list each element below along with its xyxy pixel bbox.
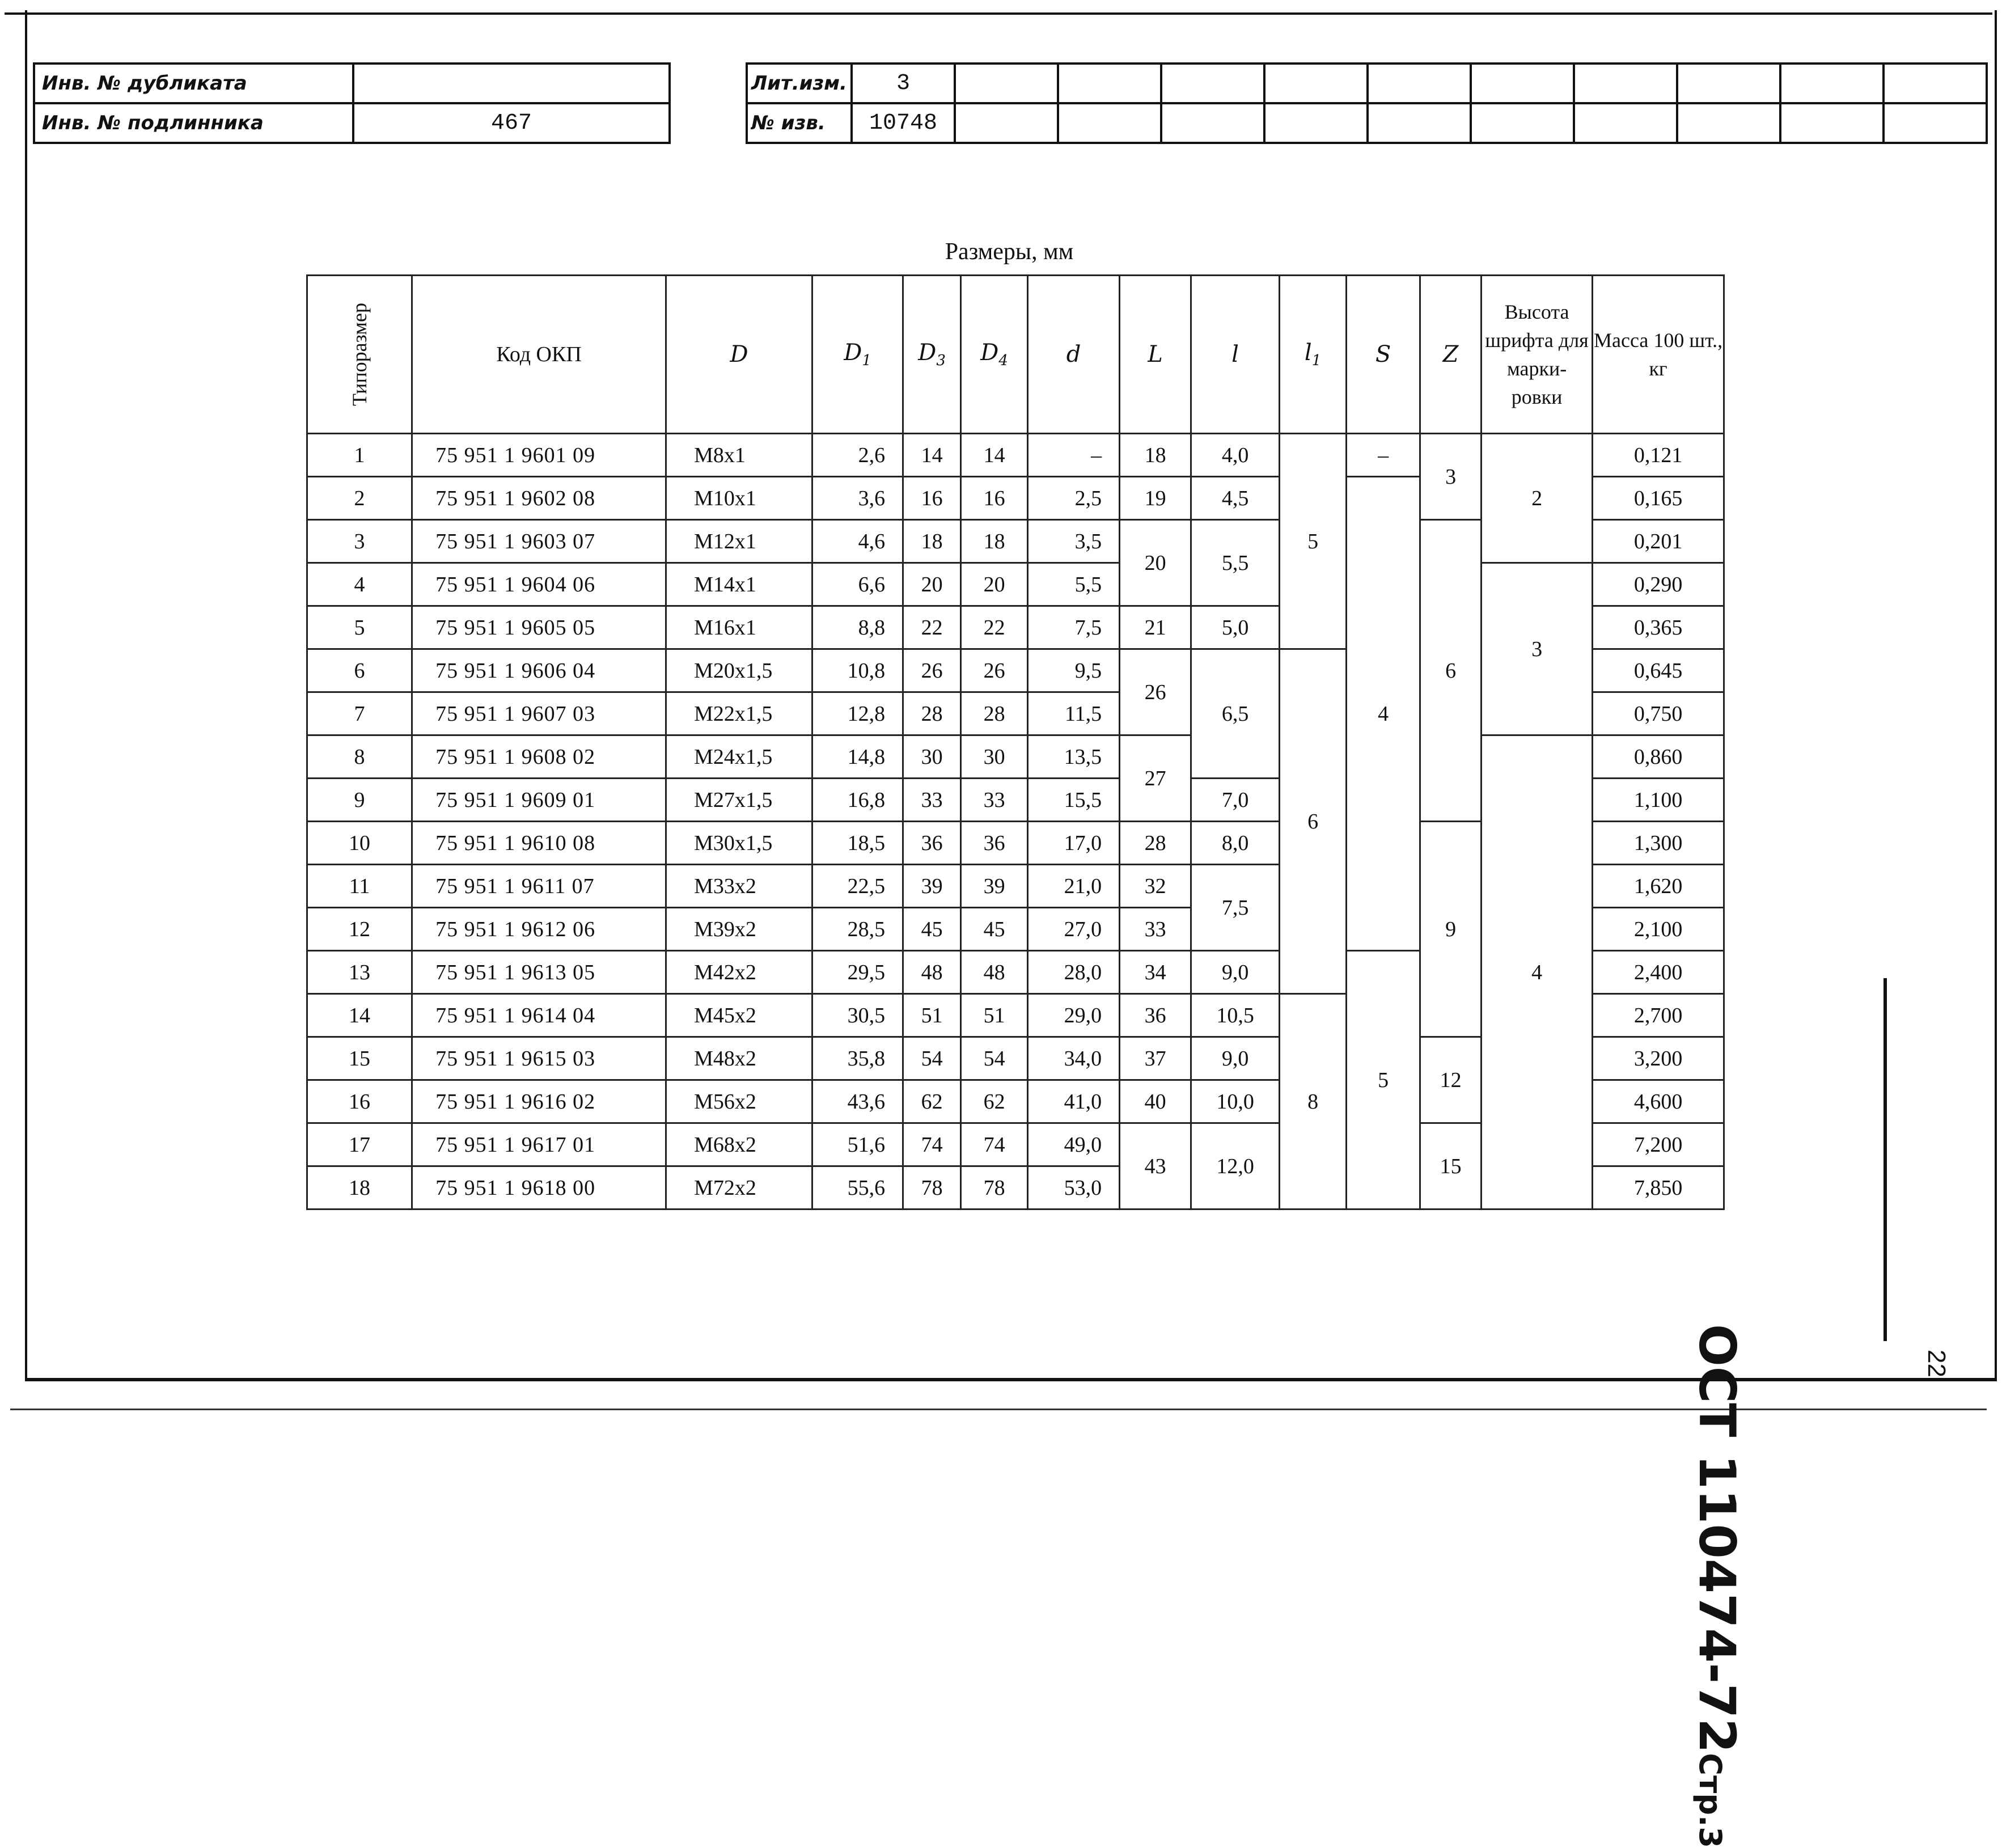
header-L: L xyxy=(1120,276,1191,434)
cell-kod: 75 951 1 9609 01 xyxy=(412,779,666,822)
cell-D4: 39 xyxy=(961,865,1028,908)
cell-mass: 1,620 xyxy=(1593,865,1724,908)
page-label: Стр.3 xyxy=(1692,1753,1728,1848)
cell-D1: 51,6 xyxy=(812,1123,903,1166)
cell-L: 18 xyxy=(1120,434,1191,477)
cell-n: 7 xyxy=(307,692,412,735)
cell-D3: 51 xyxy=(903,994,961,1037)
header-D1: $D_1$ xyxy=(812,276,903,434)
izv-label: № изв. xyxy=(747,103,852,143)
cell-d: 28,0 xyxy=(1028,951,1120,994)
rev-cell xyxy=(1264,64,1368,103)
cell-D: M8x1 xyxy=(666,434,812,477)
table-row xyxy=(307,434,1724,477)
cell-Z-merged: 6 xyxy=(1420,520,1482,822)
cell-kod: 75 951 1 9616 02 xyxy=(412,1080,666,1123)
cell-D1: 55,6 xyxy=(812,1166,903,1210)
cell-kod: 75 951 1 9608 02 xyxy=(412,735,666,779)
rev-cell xyxy=(955,103,1058,143)
cell-d: 29,0 xyxy=(1028,994,1120,1037)
header-mass: Масса 100 шт., кг xyxy=(1593,276,1724,434)
cell-kod: 75 951 1 9601 09 xyxy=(412,434,666,477)
cell-D1: 16,8 xyxy=(812,779,903,822)
standard-designation xyxy=(1688,1324,1746,1848)
cell-D3: 39 xyxy=(903,865,961,908)
cell-D1: 18,5 xyxy=(812,822,903,865)
rev-cell xyxy=(1264,103,1368,143)
ost-underline xyxy=(1884,978,1887,1341)
cell-D3: 62 xyxy=(903,1080,961,1123)
rev-cell xyxy=(1471,64,1574,103)
cell-Z-merged: 9 xyxy=(1420,822,1482,1037)
rev-cell xyxy=(1574,64,1677,103)
cell-Z-merged: 3 xyxy=(1420,434,1482,520)
cell-L: 21 xyxy=(1120,606,1191,649)
cell-n: 9 xyxy=(307,779,412,822)
cell-D: M22x1,5 xyxy=(666,692,812,735)
cell-n: 1 xyxy=(307,434,412,477)
cell-L-merged: 20 xyxy=(1120,520,1191,606)
rev-cell xyxy=(1780,64,1884,103)
cell-d: 15,5 xyxy=(1028,779,1120,822)
cell-D1: 12,8 xyxy=(812,692,903,735)
cell-l: 5,0 xyxy=(1191,606,1280,649)
cell-D: M27x1,5 xyxy=(666,779,812,822)
cell-d: 53,0 xyxy=(1028,1166,1120,1210)
cell-mass: 0,645 xyxy=(1593,649,1724,692)
cell-D4: 28 xyxy=(961,692,1028,735)
cell-mass: 2,400 xyxy=(1593,951,1724,994)
cell-L: 28 xyxy=(1120,822,1191,865)
rev-cell xyxy=(1058,64,1161,103)
cell-l: 10,0 xyxy=(1191,1080,1280,1123)
rev-cell xyxy=(1574,103,1677,143)
cell-n: 2 xyxy=(307,477,412,520)
cell-d: 13,5 xyxy=(1028,735,1120,779)
cell-kod: 75 951 1 9612 06 xyxy=(412,908,666,951)
cell-n: 5 xyxy=(307,606,412,649)
cell-D4: 33 xyxy=(961,779,1028,822)
cell-D: M24x1,5 xyxy=(666,735,812,779)
cell-l-merged: 12,0 xyxy=(1191,1123,1280,1210)
cell-D: M20x1,5 xyxy=(666,649,812,692)
cell-mass: 2,700 xyxy=(1593,994,1724,1037)
rev-cell xyxy=(1884,103,1987,143)
rev-cell xyxy=(1368,64,1471,103)
cell-D1: 4,6 xyxy=(812,520,903,563)
cell-kod: 75 951 1 9604 06 xyxy=(412,563,666,606)
header-l1: $l_1$ xyxy=(1280,276,1347,434)
header-Z: Z xyxy=(1420,276,1482,434)
rev-cell xyxy=(1058,103,1161,143)
cell-D3: 16 xyxy=(903,477,961,520)
cell-S-merged: 4 xyxy=(1347,477,1420,951)
header-l: l xyxy=(1191,276,1280,434)
inventory-stamp xyxy=(33,62,671,144)
cell-l-merged: 7,5 xyxy=(1191,865,1280,951)
cell-D4: 26 xyxy=(961,649,1028,692)
cell-d: 41,0 xyxy=(1028,1080,1120,1123)
cell-mass: 0,290 xyxy=(1593,563,1724,606)
revision-stamp xyxy=(746,62,1988,144)
cell-Z-merged: 15 xyxy=(1420,1123,1482,1210)
cell-D: M45x2 xyxy=(666,994,812,1037)
cell-S-merged: 5 xyxy=(1347,951,1420,1210)
cell-kod: 75 951 1 9614 04 xyxy=(412,994,666,1037)
cell-mass: 7,850 xyxy=(1593,1166,1724,1210)
cell-D3: 20 xyxy=(903,563,961,606)
cell-font-merged: 3 xyxy=(1482,563,1593,735)
cell-l-merged: 5,5 xyxy=(1191,520,1280,606)
table-caption: Размеры, мм xyxy=(945,239,1074,265)
header-D3: $D_3$ xyxy=(903,276,961,434)
cell-n: 13 xyxy=(307,951,412,994)
cell-D3: 48 xyxy=(903,951,961,994)
izv-value: 10748 xyxy=(852,103,955,143)
cell-mass: 0,365 xyxy=(1593,606,1724,649)
cell-d: 17,0 xyxy=(1028,822,1120,865)
cell-n: 10 xyxy=(307,822,412,865)
cell-D4: 51 xyxy=(961,994,1028,1037)
cell-D4: 16 xyxy=(961,477,1028,520)
dup-label: Инв. № дубликата xyxy=(34,64,353,103)
cell-d: 27,0 xyxy=(1028,908,1120,951)
cell-D4: 54 xyxy=(961,1037,1028,1080)
cell-D: M48x2 xyxy=(666,1037,812,1080)
cell-D: M14x1 xyxy=(666,563,812,606)
cell-kod: 75 951 1 9611 07 xyxy=(412,865,666,908)
cell-D4: 18 xyxy=(961,520,1028,563)
cell-D3: 54 xyxy=(903,1037,961,1080)
cell-D1: 2,6 xyxy=(812,434,903,477)
cell-D1: 29,5 xyxy=(812,951,903,994)
cell-l1-merged: 5 xyxy=(1280,434,1347,649)
cell-L: 33 xyxy=(1120,908,1191,951)
cell-d: 49,0 xyxy=(1028,1123,1120,1166)
cell-D3: 22 xyxy=(903,606,961,649)
cell-D4: 14 xyxy=(961,434,1028,477)
cell-d: 3,5 xyxy=(1028,520,1120,563)
cell-n: 17 xyxy=(307,1123,412,1166)
cell-font-merged: 4 xyxy=(1482,735,1593,1210)
cell-D1: 6,6 xyxy=(812,563,903,606)
header-D4: $D_4$ xyxy=(961,276,1028,434)
cell-D3: 28 xyxy=(903,692,961,735)
cell-D3: 36 xyxy=(903,822,961,865)
cell-D4: 45 xyxy=(961,908,1028,951)
cell-kod: 75 951 1 9610 08 xyxy=(412,822,666,865)
cell-L: 40 xyxy=(1120,1080,1191,1123)
cell-D3: 33 xyxy=(903,779,961,822)
cell-D4: 78 xyxy=(961,1166,1028,1210)
header-tiporazmer: Типоразмер xyxy=(307,276,412,434)
cell-S: – xyxy=(1347,434,1420,477)
table-row xyxy=(307,735,1724,779)
cell-mass: 0,165 xyxy=(1593,477,1724,520)
cell-mass: 0,860 xyxy=(1593,735,1724,779)
cell-L-merged: 43 xyxy=(1120,1123,1191,1210)
cell-D: M33x2 xyxy=(666,865,812,908)
cell-l: 9,0 xyxy=(1191,1037,1280,1080)
table-row xyxy=(307,563,1724,606)
cell-D4: 30 xyxy=(961,735,1028,779)
cell-D3: 78 xyxy=(903,1166,961,1210)
cell-mass: 7,200 xyxy=(1593,1123,1724,1166)
cell-n: 16 xyxy=(307,1080,412,1123)
cell-font-merged: 2 xyxy=(1482,434,1593,563)
lit-label: Лит.изм. xyxy=(747,64,852,103)
cell-D: M39x2 xyxy=(666,908,812,951)
cell-L: 37 xyxy=(1120,1037,1191,1080)
cell-n: 11 xyxy=(307,865,412,908)
cell-d: 7,5 xyxy=(1028,606,1120,649)
cell-d: 9,5 xyxy=(1028,649,1120,692)
cell-kod: 75 951 1 9615 03 xyxy=(412,1037,666,1080)
cell-kod: 75 951 1 9607 03 xyxy=(412,692,666,735)
cell-D: M72x2 xyxy=(666,1166,812,1210)
cell-l-merged: 6,5 xyxy=(1191,649,1280,779)
ost-number: ОСТ 110474-72 xyxy=(1688,1324,1746,1753)
cell-n: 12 xyxy=(307,908,412,951)
cell-d: – xyxy=(1028,434,1120,477)
cell-D3: 74 xyxy=(903,1123,961,1166)
cell-D1: 8,8 xyxy=(812,606,903,649)
cell-L-merged: 26 xyxy=(1120,649,1191,735)
lit-value: 3 xyxy=(852,64,955,103)
dimensions-table xyxy=(306,274,1725,1210)
cell-mass: 0,750 xyxy=(1593,692,1724,735)
cell-D4: 62 xyxy=(961,1080,1028,1123)
cell-L: 32 xyxy=(1120,865,1191,908)
cell-l: 10,5 xyxy=(1191,994,1280,1037)
cell-l: 8,0 xyxy=(1191,822,1280,865)
cell-D: M30x1,5 xyxy=(666,822,812,865)
cell-n: 6 xyxy=(307,649,412,692)
cell-L: 19 xyxy=(1120,477,1191,520)
header-d: d xyxy=(1028,276,1120,434)
cell-D: M42x2 xyxy=(666,951,812,994)
cell-mass: 3,200 xyxy=(1593,1037,1724,1080)
cell-kod: 75 951 1 9602 08 xyxy=(412,477,666,520)
cell-D3: 26 xyxy=(903,649,961,692)
rev-cell xyxy=(955,64,1058,103)
dup-value xyxy=(353,64,670,103)
cell-d: 2,5 xyxy=(1028,477,1120,520)
cell-kod: 75 951 1 9617 01 xyxy=(412,1123,666,1166)
sheet-number: 22 xyxy=(1923,1350,1950,1377)
rev-cell xyxy=(1161,64,1264,103)
cell-D: M10x1 xyxy=(666,477,812,520)
cell-l1-merged: 8 xyxy=(1280,994,1347,1210)
cell-D1: 22,5 xyxy=(812,865,903,908)
cell-L-merged: 27 xyxy=(1120,735,1191,822)
rev-cell xyxy=(1161,103,1264,143)
cell-l1-merged: 6 xyxy=(1280,649,1347,994)
cell-D4: 36 xyxy=(961,822,1028,865)
cell-kod: 75 951 1 9605 05 xyxy=(412,606,666,649)
cell-d: 21,0 xyxy=(1028,865,1120,908)
orig-value: 467 xyxy=(353,103,670,143)
cell-kod: 75 951 1 9603 07 xyxy=(412,520,666,563)
cell-n: 4 xyxy=(307,563,412,606)
cell-d: 11,5 xyxy=(1028,692,1120,735)
cell-D3: 30 xyxy=(903,735,961,779)
cell-l: 4,0 xyxy=(1191,434,1280,477)
rev-cell xyxy=(1677,103,1780,143)
rev-cell xyxy=(1471,103,1574,143)
header-D: D xyxy=(666,276,812,434)
cell-D3: 14 xyxy=(903,434,961,477)
cell-n: 14 xyxy=(307,994,412,1037)
cell-n: 3 xyxy=(307,520,412,563)
rev-cell xyxy=(1368,103,1471,143)
cell-D1: 28,5 xyxy=(812,908,903,951)
cell-D1: 35,8 xyxy=(812,1037,903,1080)
cell-D1: 10,8 xyxy=(812,649,903,692)
cell-D4: 20 xyxy=(961,563,1028,606)
cell-D1: 30,5 xyxy=(812,994,903,1037)
cell-l: 9,0 xyxy=(1191,951,1280,994)
cell-d: 34,0 xyxy=(1028,1037,1120,1080)
cell-L: 36 xyxy=(1120,994,1191,1037)
orig-label: Инв. № подлинника xyxy=(34,103,353,143)
rev-cell xyxy=(1780,103,1884,143)
cell-mass: 1,300 xyxy=(1593,822,1724,865)
cell-D: M56x2 xyxy=(666,1080,812,1123)
cell-D: M16x1 xyxy=(666,606,812,649)
cell-mass: 2,100 xyxy=(1593,908,1724,951)
cell-mass: 4,600 xyxy=(1593,1080,1724,1123)
cell-D: M12x1 xyxy=(666,520,812,563)
cell-D1: 43,6 xyxy=(812,1080,903,1123)
cell-kod: 75 951 1 9606 04 xyxy=(412,649,666,692)
cell-D1: 3,6 xyxy=(812,477,903,520)
cell-l: 7,0 xyxy=(1191,779,1280,822)
cell-D4: 22 xyxy=(961,606,1028,649)
cell-Z-merged: 12 xyxy=(1420,1037,1482,1123)
cell-D1: 14,8 xyxy=(812,735,903,779)
cell-D: M68x2 xyxy=(666,1123,812,1166)
rev-cell xyxy=(1884,64,1987,103)
cell-kod: 75 951 1 9618 00 xyxy=(412,1166,666,1210)
cell-l: 4,5 xyxy=(1191,477,1280,520)
cell-L: 34 xyxy=(1120,951,1191,994)
cell-D3: 18 xyxy=(903,520,961,563)
cell-mass: 1,100 xyxy=(1593,779,1724,822)
cell-mass: 0,201 xyxy=(1593,520,1724,563)
cell-D4: 74 xyxy=(961,1123,1028,1166)
rev-cell xyxy=(1677,64,1780,103)
cell-D3: 45 xyxy=(903,908,961,951)
header-S: S xyxy=(1347,276,1420,434)
header-kod: Код ОКП xyxy=(412,276,666,434)
cell-n: 18 xyxy=(307,1166,412,1210)
cell-mass: 0,121 xyxy=(1593,434,1724,477)
cell-d: 5,5 xyxy=(1028,563,1120,606)
cell-D4: 48 xyxy=(961,951,1028,994)
cell-n: 8 xyxy=(307,735,412,779)
cell-kod: 75 951 1 9613 05 xyxy=(412,951,666,994)
cell-n: 15 xyxy=(307,1037,412,1080)
header-font-height: Высота шрифта для марки- ровки xyxy=(1482,276,1593,434)
